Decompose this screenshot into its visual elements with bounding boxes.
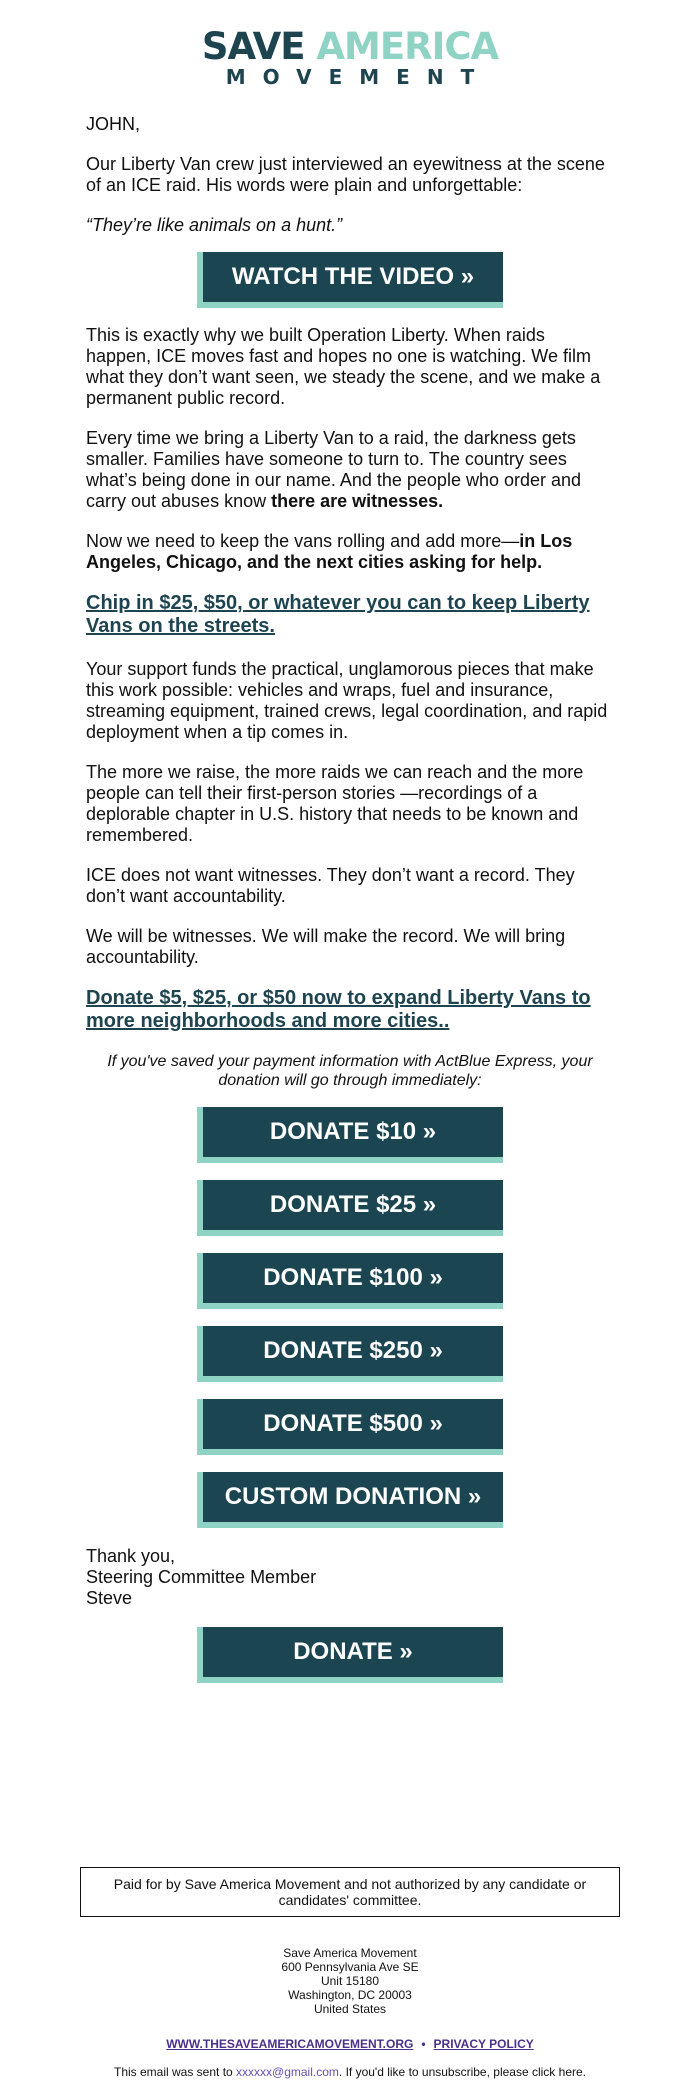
donate-expand-link[interactable]: Donate $5, $25, or $50 now to expand Liberty Vans to more neighborhoods and more cities.. — [86, 987, 591, 1032]
logo-wordmark — [0, 25, 700, 68]
address-country: United States — [313, 2002, 387, 2016]
address-street: 600 Pennsylvania Ave SE — [281, 1960, 419, 1974]
final-donate-button[interactable]: DONATE » — [197, 1627, 503, 1683]
signoff — [0, 1546, 700, 1609]
recipient-email: xxxxxx@gmail.com — [236, 2065, 339, 2079]
paragraph-support: Your support funds the practical, unglamorous pieces that make this work possible: vehicles and wraps, fuel and insurance, streaming equipment, trained crews, legal coordination, and rapid deployment when a tip comes in. — [86, 659, 608, 742]
unsubscribe-text[interactable]: . If you'd like to unsubscribe, please click here. — [338, 2065, 586, 2079]
footer-separator: • — [421, 2037, 426, 2051]
paragraph-intro: Our Liberty Van crew just interviewed an eyewitness at the scene of an ICE raid. His words were plain and unforgettable: — [86, 154, 605, 195]
address-city: Washington, DC 20003 — [288, 1988, 412, 2002]
actblue-note: If you've saved your payment information with ActBlue Express, your donation will go through immediately: — [107, 1053, 593, 1089]
custom-donation-wrap — [0, 1472, 700, 1528]
watch-video-button[interactable]: WATCH THE VIDEO » — [197, 252, 503, 308]
donate-250-button[interactable]: DONATE $250 » — [197, 1326, 503, 1382]
paragraph-cities-bold: in Los Angeles, Chicago, and the next cities asking for help. — [86, 531, 573, 572]
address-unit: Unit 15180 — [320, 1974, 380, 1988]
donate-100-wrap — [0, 1253, 700, 1309]
footer-links — [0, 2037, 700, 2051]
donate-500-button[interactable]: DONATE $500 » — [197, 1399, 503, 1455]
signoff-name: Steve — [86, 1588, 133, 1608]
eyewitness-quote: “They’re like animals on a hunt.” — [86, 215, 343, 235]
paid-for-disclaimer: Paid for by Save America Movement and not authorized by any candidate or candidates' committee. — [80, 1867, 620, 1917]
custom-donation-button[interactable]: CUSTOM DONATION » — [197, 1472, 503, 1528]
logo-movement: MOVEMENT — [225, 65, 492, 89]
paragraph-operation-liberty: This is exactly why we built Operation Liberty. When raids happen, ICE moves fast and hopes no one is watching. We film what they don’t want seen, we steady the scene, and we make a permanent public record. — [86, 325, 601, 408]
logo — [0, 0, 700, 90]
paragraph-accountability: We will be witnesses. We will make the record. We will bring accountability. — [86, 926, 566, 967]
paragraph-more-raids: The more we raise, the more raids we can reach and the more people can tell their first-person stories —recordings of a deplorable chapter in U.S. history that needs to be known and remembered. — [86, 762, 584, 845]
greeting: JOHN, — [86, 114, 140, 134]
website-link[interactable]: WWW.THESAVEAMERICAMOVEMENT.ORG — [166, 2037, 414, 2051]
email-body-2 — [0, 325, 700, 1033]
email-body — [0, 114, 700, 236]
signoff-thanks: Thank you, — [86, 1546, 176, 1566]
chip-in-link[interactable]: Chip in $25, $50, or whatever you can to keep Liberty Vans on the streets. — [86, 592, 590, 637]
final-donate-wrap — [0, 1627, 700, 1683]
privacy-policy-link[interactable]: PRIVACY POLICY — [433, 2037, 534, 2051]
paragraph-cities — [86, 531, 614, 573]
paragraph-cities-text: Now we need to keep the vans rolling and add more— — [86, 531, 520, 551]
watch-video-wrap — [0, 252, 700, 308]
donate-25-button[interactable]: DONATE $25 » — [197, 1180, 503, 1236]
paragraph-witnesses-bold: there are witnesses. — [271, 491, 444, 511]
logo-save: SAVE — [201, 25, 305, 68]
paragraph-witnesses-text: Every time we bring a Liberty Van to a raid, the darkness gets smaller. Families have someone to turn to. The country sees what’s being done in our name. And the people who order and carry out abuses know — [86, 428, 582, 511]
paragraph-witnesses — [86, 428, 614, 512]
donate-250-wrap — [0, 1326, 700, 1382]
paragraph-ice: ICE does not want witnesses. They don’t want a record. They don’t want accountability. — [86, 865, 575, 906]
unsubscribe-notice — [0, 2065, 700, 2079]
signoff-role: Steering Committee Member — [86, 1567, 317, 1587]
donate-25-wrap — [0, 1180, 700, 1236]
donate-100-button[interactable]: DONATE $100 » — [197, 1253, 503, 1309]
sent-prefix: This email was sent to — [113, 2065, 237, 2079]
donate-500-wrap — [0, 1399, 700, 1455]
spacer — [0, 1683, 700, 1867]
mailing-address — [0, 1946, 700, 2016]
logo-america: AMERICA — [316, 25, 499, 68]
donate-10-wrap — [0, 1107, 700, 1163]
address-org: Save America Movement — [283, 1946, 417, 1960]
donate-10-button[interactable]: DONATE $10 » — [197, 1107, 503, 1163]
